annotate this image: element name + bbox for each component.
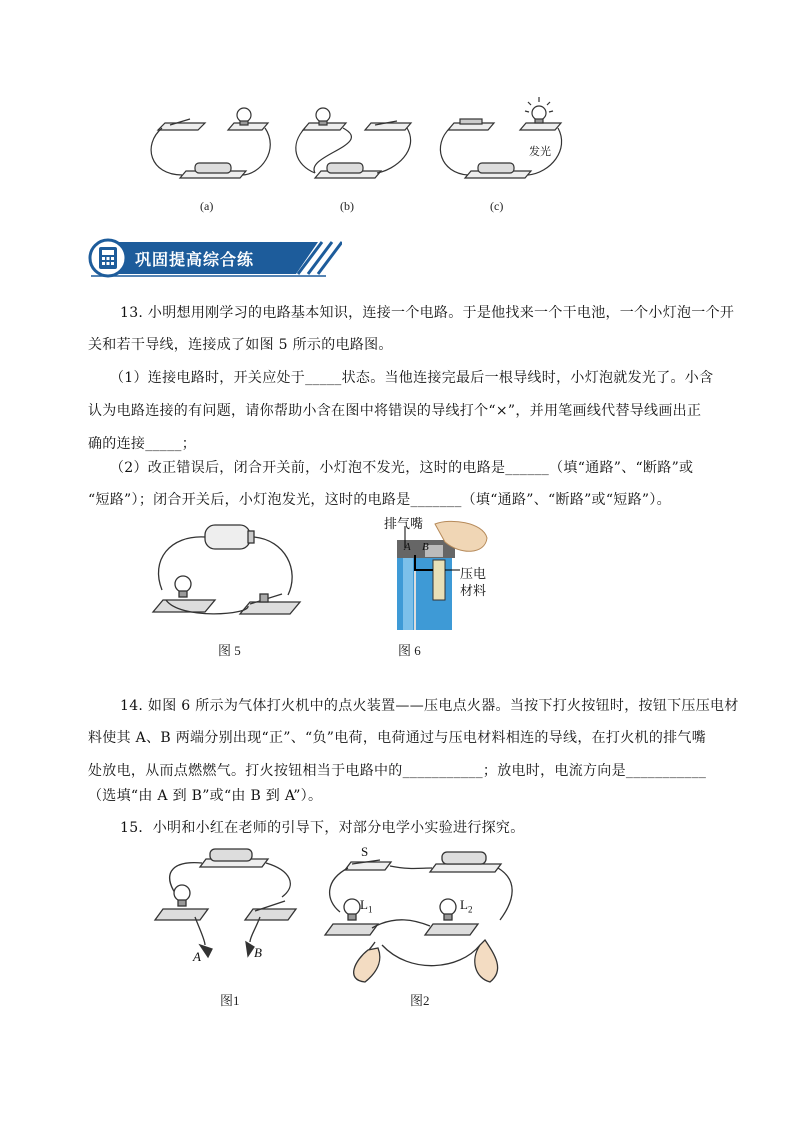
top-circuit-figure xyxy=(150,95,580,215)
fig2-label-l1-main: L xyxy=(360,897,368,912)
fig6-label-a: A xyxy=(404,541,411,553)
q14-line-4: （选填“由 A 到 B”或“由 B 到 A”）。 xyxy=(88,788,323,804)
circuit-a xyxy=(151,108,270,178)
q13-line-7: “短路”）；闭合开关后，小灯泡发光，这时的电路是_______（填“通路”、“断路”或“短路”）。 xyxy=(88,492,671,508)
fig1-label-a: A xyxy=(193,949,201,964)
circuit-b xyxy=(296,108,411,178)
figure-6-caption: 图 6 xyxy=(398,643,421,658)
fig2-label-l2-sub: 2 xyxy=(467,904,473,915)
figure-1-circuit xyxy=(150,845,305,970)
caption-a: (a) xyxy=(200,199,214,213)
q14-line-1: 14. 如图 6 所示为气体打火机中的点火装置——压电点火器。当按下打火按钮时，按钮下压压电材 xyxy=(120,698,739,714)
q14-line-3: 处放电，从而点燃燃气。打火按钮相当于电路中的___________；放电时，电流方向是___________ xyxy=(88,763,707,779)
q14-line-2: 料使其 A、B 两端分别出现“正”、“负”电荷，电荷通过与压电材料相连的导线，在打火机的排气嘴 xyxy=(88,730,707,746)
q13-line-3: （1）连接电路时，开关应处于_____状态。当他连接完最后一根导线时，小灯泡就发光了。小含 xyxy=(110,370,714,386)
figure-5-caption: 图 5 xyxy=(218,643,241,658)
figure-5-circuit xyxy=(150,520,305,625)
fig2-label-l1 xyxy=(360,897,372,915)
fig2-label-l1-sub: 1 xyxy=(367,904,373,915)
glow-text: 发光 xyxy=(529,145,551,158)
fig1-label-b: B xyxy=(254,945,262,960)
fig2-label-l2 xyxy=(460,897,472,915)
q13-line-1: 13. 小明想用刚学习的电路基本知识，连接一个电路。于是他找来一个干电池，一个小灯泡一个开 xyxy=(120,305,735,321)
figure-2-circuit xyxy=(320,840,520,985)
caption-b: (b) xyxy=(340,199,354,213)
fig2-label-s: S xyxy=(361,844,369,859)
q13-line-6: （2）改正错误后，闭合开关前，小灯泡不发光，这时的电路是______（填“通路”、“断路”或 xyxy=(110,460,694,476)
banner-title: 巩固提高综合练 xyxy=(135,250,255,269)
q13-line-4: 认为电路连接的有问题，请你帮助小含在图中将错误的导线打个“×”，并用笔画线代替导线画出正 xyxy=(88,403,702,419)
fig6-label-b: B xyxy=(422,541,429,553)
q13-line-2: 关和若干导线，连接成了如图 5 所示的电路图。 xyxy=(88,337,393,353)
fig2-label-l2-main: L xyxy=(460,897,468,912)
figure-2-caption: 图2 xyxy=(410,993,430,1008)
q13-line-5: 确的连接_____； xyxy=(88,436,196,452)
figure-1-caption: 图1 xyxy=(220,993,240,1008)
fig6-piezo-label-1: 压电 xyxy=(460,567,487,582)
caption-c: (c) xyxy=(490,199,504,213)
q15-line-1: 15．小明和小红在老师的引导下，对部分电学小实验进行探究。 xyxy=(120,820,525,836)
fig6-nozzle-label: 排气嘴 xyxy=(384,517,424,532)
fig6-piezo-label-2: 材料 xyxy=(460,584,487,599)
circuit-c xyxy=(440,97,561,178)
